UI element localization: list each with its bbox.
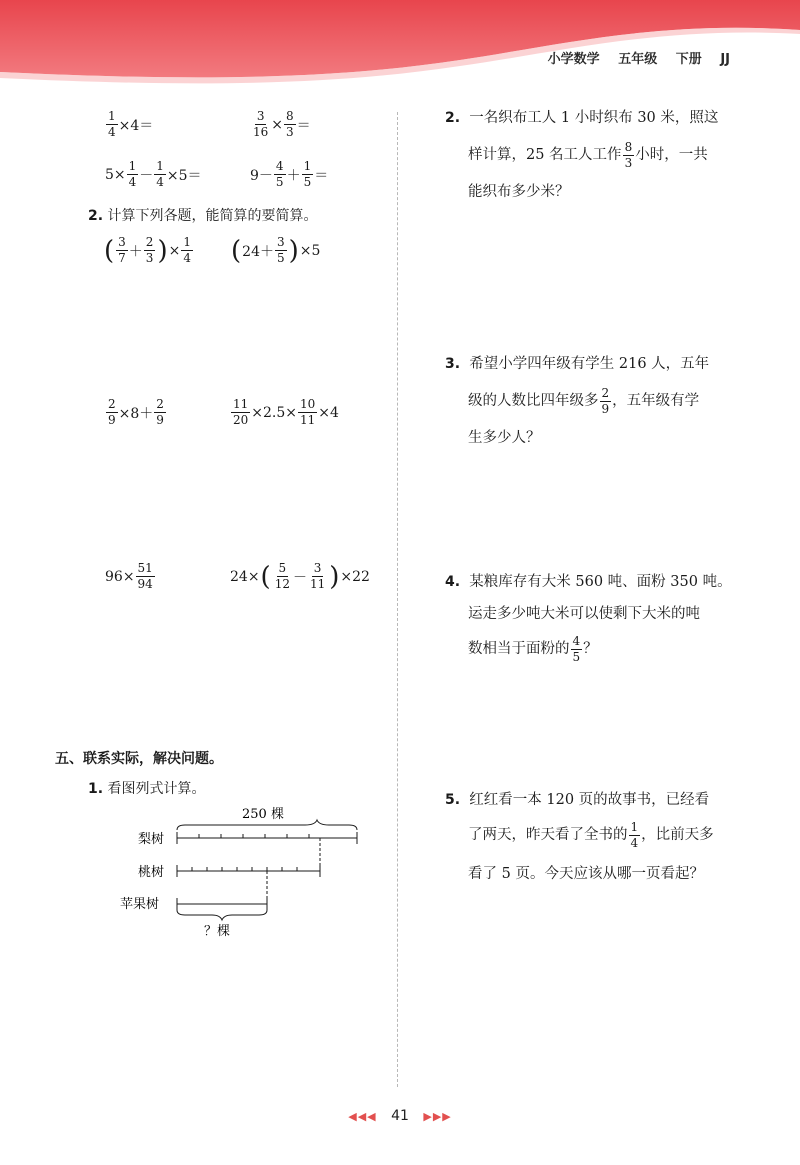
header-subject: 小学数学	[547, 52, 600, 67]
section-5-title: 五、联系实际，解决问题。	[55, 751, 223, 767]
expr-row1-b: $\frac{3}{16}$ × $\frac{8}{3}$ ＝	[253, 109, 311, 139]
header-grade: 五年级	[618, 52, 658, 67]
header-volume: 下册	[675, 52, 702, 67]
page-footer	[0, 1108, 800, 1124]
fraction: $\frac{2}{3}$	[145, 235, 154, 265]
fraction: $\frac{1}{4}$	[630, 819, 639, 850]
fraction: $\frac{51}{94}$	[137, 561, 153, 591]
fraction: $\frac{1}{4}$	[156, 159, 164, 189]
problem-5-line1: 5. 红红看一本 120 页的故事书，已经看	[445, 792, 710, 808]
fraction: $\frac{1}{4}$	[183, 235, 191, 265]
total-label: 250 棵	[242, 807, 284, 822]
problem-4-line2: 运走多少吨大米可以使剩下大米的吨	[468, 606, 700, 622]
expr-e3: $\frac{2}{9}$ ×8＋ $\frac{2}{9}$	[108, 397, 164, 427]
row3-bar	[177, 898, 267, 910]
expr-e2: ( 24＋ $\frac{3}{5}$ ) ×5	[231, 235, 321, 266]
fraction: $\frac{2}{9}$	[156, 397, 164, 427]
row3-label: 苹果树	[120, 897, 160, 912]
fraction: $\frac{4}{5}$	[572, 633, 581, 664]
fraction: $\frac{8}{3}$	[286, 109, 294, 139]
fraction: $\frac{1}{4}$	[108, 109, 116, 139]
expr-row2-a: 5× $\frac{1}{4}$ － $\frac{1}{4}$ ×5＝	[105, 159, 202, 189]
expr-e6: 24× ( $\frac{5}{12}$ － $\frac{3}{11}$ ) ×22	[230, 561, 370, 592]
fraction: $\frac{5}{12}$	[274, 561, 290, 591]
column-divider	[397, 112, 398, 1087]
problem-2-line2: 样计算，25 名工人工作 $\frac{8}{3}$ 小时，一共	[468, 139, 708, 170]
row2-bar	[177, 865, 320, 906]
fraction: $\frac{4}{5}$	[275, 159, 284, 189]
fraction: $\frac{1}{4}$	[128, 159, 137, 189]
expr-row2-b: 9－ $\frac{4}{5}$ ＋ $\frac{1}{5}$ ＝	[250, 159, 329, 189]
question-label: ？棵	[204, 924, 231, 939]
row1-bar	[177, 832, 357, 873]
expr-e5: 96× $\frac{51}{94}$	[105, 561, 153, 591]
fraction: $\frac{2}{9}$	[601, 385, 610, 416]
fraction: $\frac{3}{7}$	[118, 235, 126, 265]
line-segment-diagram	[100, 798, 380, 943]
fraction: $\frac{10}{11}$	[300, 397, 316, 427]
fraction: $\frac{3}{16}$	[253, 109, 269, 139]
fraction: $\frac{3}{11}$	[309, 561, 326, 591]
problem-3-line2: 级的人数比四年级多 $\frac{2}{9}$ ，五年级有学	[468, 385, 700, 416]
problem-5-line2: 了两天，昨天看了全书的 $\frac{1}{4}$ ，比前天多	[468, 819, 714, 850]
right-arrows-icon: ▶▶▶	[423, 1110, 452, 1123]
problem-2-line1: 2. 一名织布工人 1 小时织布 30 米，照这	[445, 110, 719, 126]
fraction: $\frac{11}{20}$	[233, 397, 249, 427]
left-arrows-icon: ◀◀◀	[348, 1110, 377, 1123]
problem-4-line1: 4. 某粮库存有大米 560 吨、面粉 350 吨。	[445, 574, 732, 590]
fraction: $\frac{2}{9}$	[108, 397, 116, 427]
problem-3-line1: 3. 希望小学四年级有学生 216 人，五年	[445, 356, 710, 372]
header-info	[534, 48, 730, 67]
header-edition: JJ	[720, 52, 730, 67]
question-brace	[177, 910, 267, 920]
problem-3-line3: 生多少人？	[468, 430, 541, 446]
question-1-left: 1. 看图列式计算。	[88, 781, 206, 797]
row1-label: 梨树	[138, 832, 165, 847]
expr-row1-a: $\frac{1}{4}$ ×4＝	[108, 109, 154, 139]
expr-e1: ( $\frac{3}{7}$ ＋ $\frac{2}{3}$ ) × $\frac{1}{4}$	[104, 235, 191, 266]
fraction: $\frac{8}{3}$	[624, 139, 633, 170]
page-number: 41	[391, 1108, 409, 1124]
problem-4-line3: 数相当于面粉的 $\frac{4}{5}$ ？	[468, 633, 598, 664]
row2-label: 桃树	[138, 865, 165, 880]
problem-5-line3: 看了 5 页。今天应该从哪一页看起？	[468, 866, 704, 882]
problem-2-line3: 能织布多少米？	[468, 184, 570, 200]
fraction: $\frac{1}{5}$	[303, 159, 312, 189]
fraction: $\frac{3}{5}$	[276, 235, 285, 265]
question-2-left: 2. 计算下列各题，能简算的要简算。	[88, 208, 318, 224]
expr-e4: $\frac{11}{20}$ ×2.5× $\frac{10}{11}$ ×4	[233, 397, 339, 427]
